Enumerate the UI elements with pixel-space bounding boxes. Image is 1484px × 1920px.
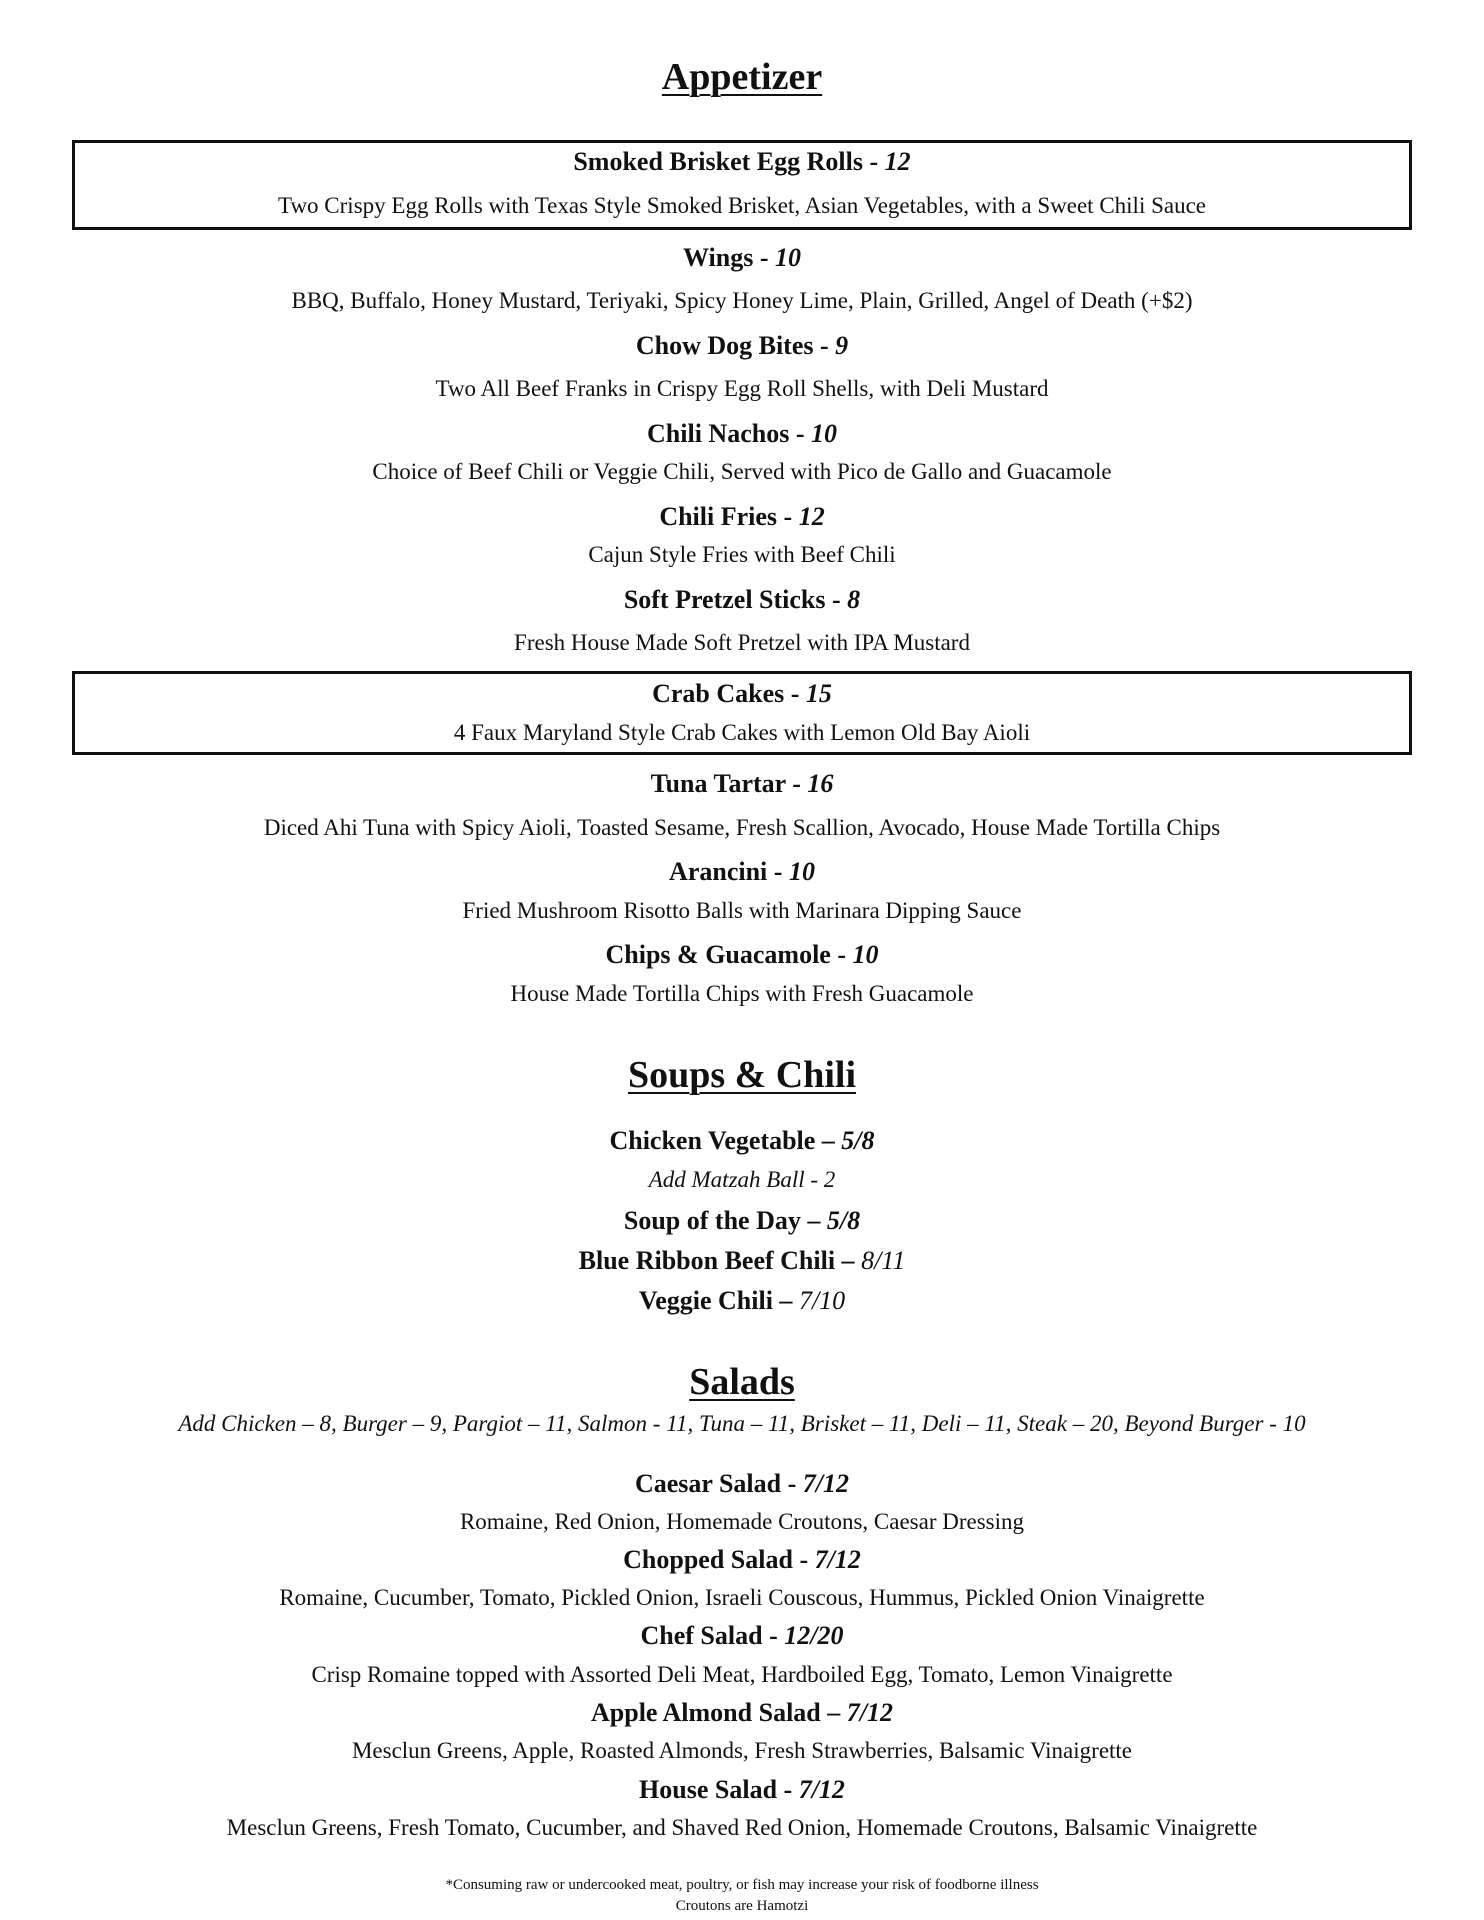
menu-item-description: Crisp Romaine topped with Assorted Deli Meat, Hardboiled Egg, Tomato, Lemon Vinaigrette [311,1662,1173,1687]
menu-item-price: 5/8 [841,1126,875,1155]
menu-item-price: 15 [805,679,832,708]
menu-item-price: 5/8 [826,1206,861,1235]
menu-item-name: Blue Ribbon Beef Chili – 8/11 [578,1246,906,1275]
menu-item-description: Romaine, Cucumber, Tomato, Pickled Onion, Israeli Couscous, Hummus, Pickled Onion Vinaigrette [279,1585,1205,1610]
menu-item-name: Chow Dog Bites - 9 [635,331,849,360]
menu-item-name: Smoked Brisket Egg Rolls - 12 [573,147,911,176]
menu-item-name: Veggie Chili – 7/10 [638,1286,846,1315]
menu-item-description: Romaine, Red Onion, Homemade Croutons, Caesar Dressing [459,1509,1025,1534]
menu-item-name: Crab Cakes - 15 [652,679,832,708]
menu-item-price: 12 [884,147,911,176]
menu-item-name: Wings - 10 [683,243,801,272]
menu-item-name: Chicken Vegetable – 5/8 [609,1126,875,1155]
footer-disclaimer: *Consuming raw or undercooked meat, poultry, or fish may increase your risk of foodborne illness [445,1877,1039,1893]
menu-item-price: 10 [788,857,815,886]
menu-item-name: Caesar Salad - 7/12 [634,1469,850,1498]
menu-item-description: Two Crispy Egg Rolls with Texas Style Smoked Brisket, Asian Vegetables, with a Sweet Chili Sauce [278,193,1206,218]
menu-item-description: BBQ, Buffalo, Honey Mustard, Teriyaki, Spicy Honey Lime, Plain, Grilled, Angel of Death (+$2) [291,288,1193,313]
menu-item-price: 16 [807,769,834,798]
menu-item-description: Mesclun Greens, Apple, Roasted Almonds, Fresh Strawberries, Balsamic Vinaigrette [351,1738,1133,1763]
salad-addons: Add Chicken – 8, Burger – 9, Pargiot – 11, Salmon - 11, Tuna – 11, Brisket – 11, Deli – 11, Steak – 20, Beyond Burger - 10 [178,1411,1306,1436]
menu-item-price: 10 [852,940,879,969]
menu-item-name: Apple Almond Salad – 7/12 [591,1698,893,1727]
menu-item-price: 7/12 [802,1469,850,1498]
footer-note: Croutons are Hamotzi [675,1898,809,1914]
menu-item-note: Add Matzah Ball - 2 [648,1167,836,1192]
menu-item-name: Chili Fries - 12 [659,502,825,531]
salads-heading: Salads [689,1361,795,1403]
menu-item-price: 7/12 [798,1775,845,1804]
appetizer-heading: Appetizer [661,56,823,98]
menu-item-description: Cajun Style Fries with Beef Chili [588,542,896,567]
menu-item-price: 7/10 [798,1286,846,1315]
menu-item-price: 10 [810,419,837,448]
menu-item-price: 9 [835,331,849,360]
menu-item-description: Fried Mushroom Risotto Balls with Marinara Dipping Sauce [462,898,1022,923]
menu-item-description: Diced Ahi Tuna with Spicy Aioli, Toasted Sesame, Fresh Scallion, Avocado, House Made Tortilla Chips [263,815,1221,840]
menu-item-name: Arancini - 10 [669,857,815,886]
menu-item-price: 8/11 [861,1246,906,1275]
menu-item-name: Chili Nachos - 10 [647,419,837,448]
menu-item-description: Mesclun Greens, Fresh Tomato, Cucumber, and Shaved Red Onion, Homemade Croutons, Balsamic Vinaigrette [226,1815,1258,1840]
menu-item-price: 7/12 [846,1698,893,1727]
menu-item-name: Chef Salad - 12/20 [640,1621,844,1650]
menu-item-price: 10 [775,243,801,272]
menu-item-price: 12 [798,502,825,531]
menu-item-description: 4 Faux Maryland Style Crab Cakes with Lemon Old Bay Aioli [453,720,1031,745]
menu-item-name: Chopped Salad - 7/12 [623,1545,861,1574]
menu-item-description: Two All Beef Franks in Crispy Egg Roll Shells, with Deli Mustard [435,376,1049,401]
soups-heading: Soups & Chili [627,1054,857,1096]
menu-item-description: Fresh House Made Soft Pretzel with IPA Mustard [514,630,970,655]
menu-item-name: House Salad - 7/12 [639,1775,845,1804]
menu-item-description: House Made Tortilla Chips with Fresh Guacamole [510,981,974,1006]
menu-item-name: Tuna Tartar - 16 [650,769,834,798]
menu-item-price: 8 [847,585,861,614]
menu-item-price: 12/20 [784,1621,844,1650]
menu-item-name: Soup of the Day – 5/8 [623,1206,861,1235]
menu-item-description: Choice of Beef Chili or Veggie Chili, Served with Pico de Gallo and Guacamole [372,459,1112,484]
menu-item-name: Chips & Guacamole - 10 [605,940,879,969]
menu-item-name: Soft Pretzel Sticks - 8 [623,585,861,614]
menu-item-price: 7/12 [814,1545,861,1574]
